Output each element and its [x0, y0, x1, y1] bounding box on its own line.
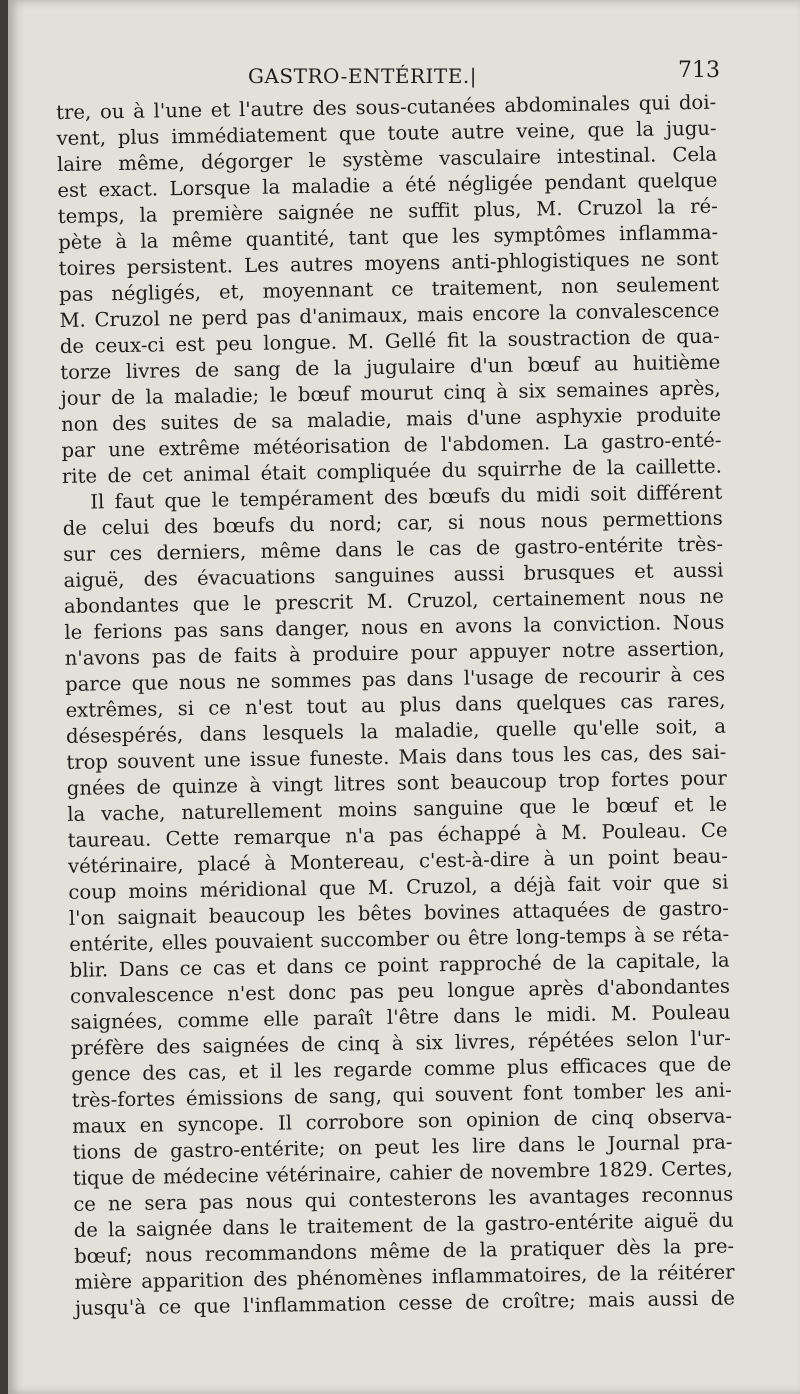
text-line: gence des cas, et il les regarde comme plus efficaces que de	[71, 1052, 732, 1086]
text-line: M. Cruzol ne perd pas d'animaux, mais encore la convalescence	[59, 298, 720, 332]
text-line: aiguë, des évacuations sanguines aussi brusques et aussi	[63, 558, 724, 592]
running-title: GASTRO-ENTÉRITE.|	[248, 64, 477, 88]
text-line: pas négligés, et, moyennant ce traitement, non seulement	[58, 272, 720, 306]
text-line: entérite, elles pouvaient succomber ou être long-temps à se réta-	[69, 922, 730, 956]
text-line: par une extrême météorisation de l'abdomen. La gastro-enté-	[61, 428, 722, 462]
text-line: pète à la même quantité, tant que les symptômes inflamma-	[58, 220, 719, 254]
body-text	[56, 90, 735, 1322]
text-line: tre, ou à l'une et l'autre des sous-cutanées abdominales qui doi-	[56, 90, 717, 124]
book-page	[8, 0, 800, 1394]
text-line: de la saignée dans le traitement de la gastro-entérite aiguë du	[73, 1208, 734, 1242]
text-line: bœuf; nous recommandons même de la pratiquer dès la pre-	[73, 1234, 735, 1268]
text-line: vent, plus immédiatement que toute autre veine, que la jugu-	[56, 116, 717, 150]
text-line: désespérés, dans lesquels la maladie, quelle qu'elle soit, a	[65, 714, 727, 748]
text-line: maux en syncope. Il corrobore son opinion de cinq observa-	[71, 1104, 733, 1138]
text-line: parce que nous ne sommes pas dans l'usage de recourir à ces	[65, 662, 726, 696]
text-line: sur ces derniers, même dans le cas de gastro-entérite très-	[62, 532, 724, 566]
text-line: le ferions pas sans danger, nous en avons la conviction. Nous	[64, 610, 725, 644]
text-line: ce ne sera pas nous qui contesterons les avantages reconnus	[73, 1182, 734, 1216]
text-line: trop souvent une issue funeste. Mais dans tous les cas, des sai-	[66, 740, 727, 774]
text-line: mière apparition des phénomènes inflammatoires, de la réitérer	[74, 1260, 735, 1294]
text-line: jusqu'à ce que l'inflammation cesse de croître; mais aussi de	[74, 1286, 736, 1320]
text-line: Il faut que le tempérament des bœufs du midi soit différent	[90, 480, 723, 514]
text-line: l'on saignait beaucoup les bêtes bovines attaquées de gastro-	[68, 896, 729, 930]
text-line: jour de la maladie; le bœuf mourut cinq à six semaines après,	[60, 376, 721, 410]
text-line: préfère des saignées de cinq à six livres, répétées selon l'ur-	[70, 1026, 731, 1060]
text-line: rite de cet animal était compliquée du squirrhe de la caillette.	[61, 454, 723, 488]
text-line: torze livres de sang de la jugulaire d'un bœuf au huitième	[60, 350, 721, 384]
text-line: blir. Dans ce cas et dans ce point rapproché de la capitale, la	[69, 948, 730, 982]
text-line: toires persistent. Les autres moyens anti-phlogistiques ne sont	[58, 246, 719, 280]
page-number: 713	[678, 58, 720, 83]
text-line: la vache, naturellement moins sanguine que le bœuf et le	[67, 792, 728, 826]
text-line: n'avons pas de faits à produire pour appuyer notre assertion,	[64, 636, 725, 670]
text-line: abondantes que le prescrit M. Cruzol, certainement nous ne	[63, 584, 725, 618]
text-line: gnées de quinze à vingt litres sont beaucoup trop fortes pour	[66, 766, 727, 800]
text-line: convalescence n'est donc pas peu longue après d'abondantes	[69, 974, 731, 1008]
text-line: est exact. Lorsque la maladie a été négligée pendant quelque	[57, 168, 718, 202]
text-line: extrêmes, si ce n'est tout au plus dans quelques cas rares,	[65, 688, 726, 722]
text-line: très-fortes émissions de sang, qui souvent font tomber les ani-	[71, 1078, 732, 1112]
text-line: temps, la première saignée ne suffit plus, M. Cruzol la ré-	[57, 194, 718, 228]
text-line: de celui des bœufs du nord; car, si nous nous permettions	[62, 506, 723, 540]
text-line: tions de gastro-entérite; on peut les lire dans le Journal pra-	[72, 1130, 733, 1164]
text-line: saignées, comme elle paraît l'être dans le midi. M. Pouleau	[70, 1000, 731, 1034]
text-line: laire même, dégorger le système vasculaire intestinal. Cela	[56, 142, 718, 176]
text-line: vétérinaire, placé à Montereau, c'est-à-dire à un point beau-	[67, 844, 729, 878]
text-line: coup moins méridional que M. Cruzol, a déjà fait voir que si	[68, 870, 729, 904]
text-line: non des suites de sa maladie, mais d'une asphyxie produite	[60, 402, 722, 436]
text-line: taureau. Cette remarque n'a pas échappé à M. Pouleau. Ce	[67, 818, 728, 852]
text-line: tique de médecine vétérinaire, cahier de novembre 1829. Certes,	[72, 1156, 734, 1190]
text-line: de ceux-ci est peu longue. M. Gellé fit la soustraction de qua-	[59, 324, 720, 358]
